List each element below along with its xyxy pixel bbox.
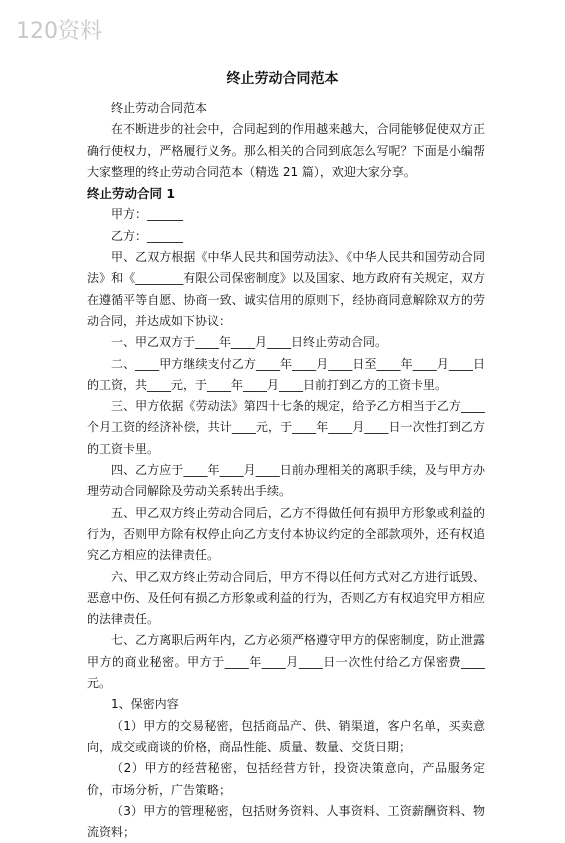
paragraph: 乙方：______ bbox=[111, 228, 184, 243]
paragraph: （3）甲方的管理秘密，包括财务资料、人事资料、工资薪酬资料、物流资料； bbox=[87, 803, 485, 840]
paragraph: 在不断进步的社会中，合同起到的作用越来越大，合同能够促使双方正确行使权力，严格履行义务。那么相关的合同到底怎么写呢？下面是小编帮大家整理的终止劳动合同范本（精选 21 篇），欢迎大家分享。 bbox=[87, 122, 485, 179]
paragraph: 二、____甲方继续支付乙方____年____月____日至____年____月____日的工资，共____元，于____年____月____日前打到乙方的工资卡里。 bbox=[87, 356, 485, 392]
paragraph: （2）甲方的经营秘密，包括经营方针，投资决策意向，产品服务定价，市场分析，广告策略； bbox=[87, 761, 485, 797]
watermark: 120资料 bbox=[16, 19, 102, 44]
paragraph: 三、甲方依据《劳动法》第四十七条的规定，给予乙方相当于乙方____个月工资的经济补偿，共计____元，于____年____月____日一次性打到乙方的工资卡里。 bbox=[87, 399, 485, 456]
paragraph: 甲、乙双方根据《中华人民共和国劳动法》、《中华人民共和国劳动合同法》和《________有限公司保密制度》以及国家、地方政府有关规定，双方在遵循平等自愿、协商一致、诚实信用的原则下，经协商同意解除双方的劳动合同，并达成如下协议： bbox=[87, 250, 485, 328]
section-heading: 终止劳动合同 1 bbox=[87, 186, 176, 202]
paragraph: 六、甲乙双方终止劳动合同后，甲方不得以任何方式对乙方进行诋毁、恶意中伤、及任何有损乙方形象或利益的行为，否则乙方有权追究甲方相应的法律责任。 bbox=[87, 569, 485, 627]
paragraph: （1）甲方的交易秘密，包括商品产、供、销渠道，客户名单，买卖意向，成交或商谈的价格，商品性能、质量、数量、交货日期； bbox=[87, 718, 485, 754]
paragraph: 七、乙方离职后两年内，乙方必须严格遵守甲方的保密制度，防止泄露甲方的商业秘密。甲方于____年____月____日一次性付给乙方保密费____元。 bbox=[87, 633, 485, 691]
paragraph: 一、甲乙双方于____年____月____日终止劳动合同。 bbox=[111, 335, 388, 350]
paragraph: 五、甲乙双方终止劳动合同后，乙方不得做任何有损甲方形象或利益的行为，否则甲方除有权停止向乙方支付本协议约定的全部款项外，还有权追究乙方相应的法律责任。 bbox=[87, 505, 485, 563]
document-body bbox=[87, 98, 485, 843]
paragraph: 终止劳动合同范本 bbox=[111, 101, 208, 115]
paragraph: 1、保密内容 bbox=[111, 697, 179, 712]
paragraph: 甲方：______ bbox=[111, 207, 184, 222]
page-title: 终止劳动合同范本 bbox=[226, 71, 339, 87]
paragraph: 四、乙方应于____年____月____日前办理相关的离职手续，及与甲方办理劳动合同解除及劳动关系转出手续。 bbox=[87, 463, 485, 499]
